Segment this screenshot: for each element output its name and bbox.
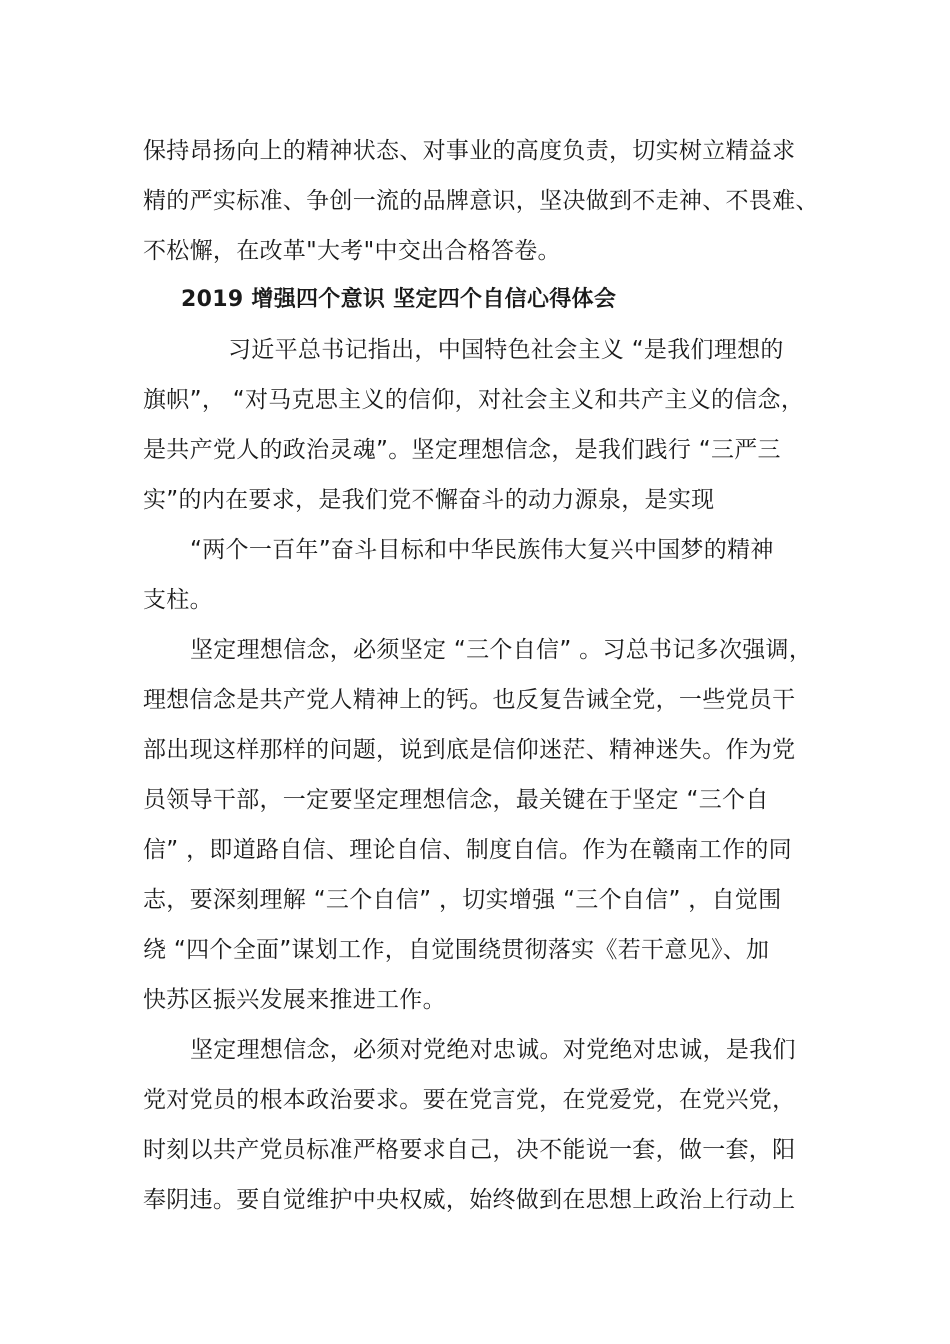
paragraph-line: 志，要深刻理解 “三个自信” ，切实增强 “三个自信” ，自觉围	[143, 887, 782, 913]
paragraph-line: 支柱。	[143, 587, 213, 613]
section-heading: 2019 增强四个意识 坚定四个自信心得体会	[181, 287, 617, 312]
paragraph-line: 坚定理想信念，必须坚定 “三个自信” 。习总书记多次强调，	[190, 637, 813, 663]
paragraph-line: 实”的内在要求，是我们党不懈奋斗的动力源泉，是实现	[143, 487, 715, 513]
paragraph-line: 党对党员的根本政治要求。要在党言党，在党爱党，在党兴党，	[143, 1087, 796, 1113]
paragraph-line: 理想信念是共产党人精神上的钙。也反复告诫全党，一些党员干	[143, 687, 796, 713]
paragraph-line: 信” ，即道路自信、理论自信、制度自信。作为在赣南工作的同	[143, 837, 792, 863]
paragraph-line: 是共产党人的政治灵魂”。坚定理想信念，是我们践行 “三严三	[143, 437, 781, 463]
paragraph-line: 坚定理想信念，必须对党绝对忠诚。对党绝对忠诚，是我们	[190, 1037, 796, 1063]
paragraph-line: 不松懈，在改革"大考"中交出合格答卷。	[143, 238, 561, 264]
paragraph-line: 保持昂扬向上的精神状态、对事业的高度负责，切实树立精益求	[143, 138, 796, 164]
paragraph-line: 奉阴违。要自觉维护中央权威，始终做到在思想上政治上行动上	[143, 1187, 796, 1213]
paragraph-line: 部出现这样那样的问题，说到底是信仰迷茫、精神迷失。作为党	[143, 737, 796, 763]
paragraph-line: 快苏区振兴发展来推进工作。	[143, 987, 446, 1013]
paragraph-line: 绕 “四个全面”谋划工作，自觉围绕贯彻落实《若干意见》、加	[143, 937, 770, 963]
paragraph-line: 时刻以共产党员标准严格要求自己，决不能说一套，做一套，阳	[143, 1137, 796, 1163]
paragraph-line: 习近平总书记指出，中国特色社会主义 “是我们理想的	[228, 337, 784, 363]
paragraph-line: 旗帜”， “对马克思主义的信仰，对社会主义和共产主义的信念，	[143, 387, 805, 413]
paragraph-line: 员领导干部，一定要坚定理想信念，最关键在于坚定 “三个自	[143, 787, 769, 813]
paragraph-line: 精的严实标准、争创一流的品牌意识，坚决做到不走神、不畏难、	[143, 188, 819, 214]
paragraph-line: “两个一百年”奋斗目标和中华民族伟大复兴中国梦的精神	[190, 537, 774, 563]
